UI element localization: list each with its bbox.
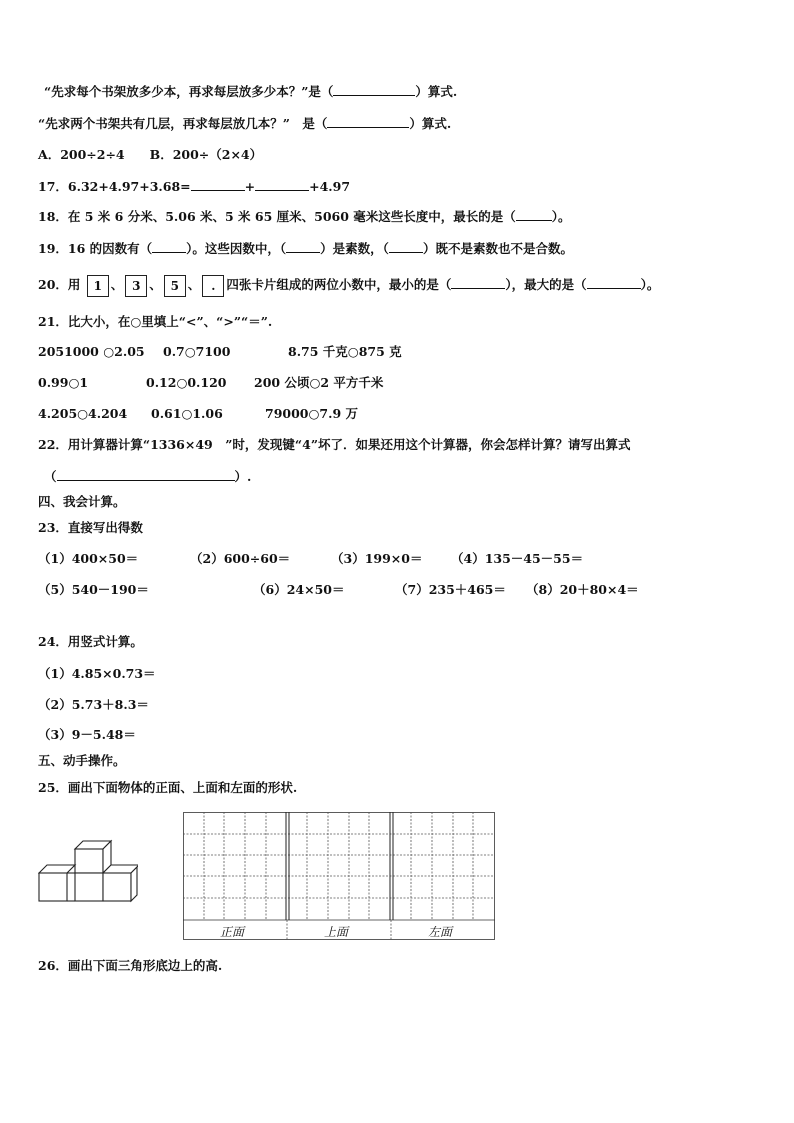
line-text: ），最大的是（ — [505, 277, 587, 292]
cube-stack-figure — [38, 832, 138, 908]
question-20 — [38, 274, 659, 297]
question-18 — [38, 208, 571, 225]
drawing-grid[interactable] — [183, 812, 495, 940]
line-text: ）. — [234, 469, 252, 484]
answer-blank[interactable] — [327, 115, 409, 128]
answer-blank[interactable] — [191, 178, 245, 191]
line-text: ）。 — [640, 277, 660, 292]
grid-caption-front: 正面 — [220, 925, 245, 939]
question-22-answer — [44, 468, 251, 485]
calc-item: （4）135－45－55＝ — [451, 551, 584, 566]
question-17 — [38, 178, 350, 195]
answer-blank[interactable] — [451, 276, 505, 289]
line-text: ）。 — [551, 209, 571, 224]
compare-item: 79000○7.9 万 — [265, 406, 358, 421]
section-5-heading: 五、动手操作。 — [38, 753, 126, 768]
answer-blank[interactable] — [57, 468, 235, 481]
vertical-calc-item: （3）9－5.48＝ — [38, 727, 136, 742]
digit-card-3: 3 — [125, 275, 147, 297]
calc-item: （2）600÷60＝ — [190, 551, 291, 566]
section-4-heading: 四、我会计算。 — [38, 494, 126, 509]
line-text: “先求两个书架共有几层，再求每层放几本？” 是（ — [38, 116, 328, 131]
options-line: A．200÷2÷4 B．200÷（2×4） — [38, 147, 263, 162]
line-text: ）是素数，（ — [320, 241, 389, 256]
line-text: 19．16 的因数有（ — [38, 241, 153, 256]
line-text: ）既不是素数也不是合数。 — [422, 241, 573, 256]
answer-blank[interactable] — [152, 240, 186, 253]
calc-item: （7）235＋465＝ — [395, 582, 506, 597]
decimal-point-card: . — [202, 275, 224, 297]
compare-item: 2051000 ○2.05 — [38, 344, 145, 359]
grid-caption-top: 上面 — [324, 925, 349, 939]
line-text: 18．在 5 米 6 分米、5.06 米、5 米 65 厘米、5060 毫米这些长度中，最长的是（ — [38, 209, 516, 224]
compare-item: 200 公顷○2 平方千米 — [254, 375, 384, 390]
line-text: ）算式. — [409, 116, 452, 131]
answer-blank[interactable] — [333, 83, 415, 96]
calc-item: （5）540－190＝ — [38, 582, 149, 597]
digit-card-5: 5 — [164, 275, 186, 297]
question-26: 26．画出下面三角形底边上的高. — [38, 958, 223, 973]
question-line-2 — [38, 115, 451, 132]
compare-item: 0.99○1 — [38, 375, 89, 390]
answer-blank[interactable] — [516, 208, 552, 221]
compare-item: 0.61○1.06 — [151, 406, 223, 421]
question-19 — [38, 240, 573, 257]
line-text: 17．6.32+4.97+3.68= — [38, 179, 191, 194]
answer-blank[interactable] — [389, 240, 423, 253]
question-22: 22．用计算器计算“1336×49 ”时，发现键“4”坏了．如果还用这个计算器，你会怎样计算？请写出算式 — [38, 437, 631, 452]
calc-item: （3）199×0＝ — [331, 551, 423, 566]
calc-item: （6）24×50＝ — [253, 582, 345, 597]
line-text: ）。这些因数中，（ — [186, 241, 287, 256]
line-text: +4.97 — [309, 179, 351, 194]
separator: 、 — [187, 277, 201, 292]
compare-item: 0.12○0.120 — [146, 375, 227, 390]
answer-blank[interactable] — [587, 276, 641, 289]
vertical-calc-item: （2）5.73＋8.3＝ — [38, 697, 149, 712]
compare-item: 0.7○7100 — [163, 344, 231, 359]
question-25: 25．画出下面物体的正面、上面和左面的形状. — [38, 780, 298, 795]
answer-blank[interactable] — [286, 240, 320, 253]
grid-caption-left: 左面 — [428, 925, 453, 939]
digit-card-1: 1 — [87, 275, 109, 297]
line-text: 四张卡片组成的两位小数中，最小的是（ — [226, 277, 452, 292]
question-line-1 — [44, 83, 457, 100]
line-text: （ — [44, 469, 57, 484]
compare-item: 4.205○4.204 — [38, 406, 128, 421]
vertical-calc-item: （1）4.85×0.73＝ — [38, 666, 156, 681]
question-21: 21．比大小，在○里填上“<”、“>”“＝”. — [38, 314, 273, 329]
calc-item: （1）400×50＝ — [38, 551, 139, 566]
question-24: 24．用竖式计算。 — [38, 634, 143, 649]
separator: 、 — [149, 277, 162, 292]
line-text: 20．用 — [38, 277, 81, 292]
question-23: 23．直接写出得数 — [38, 520, 143, 535]
line-text: ）算式. — [415, 84, 458, 99]
compare-item: 8.75 千克○875 克 — [288, 344, 402, 359]
line-text: “先求每个书架放多少本，再求每层放多少本？”是（ — [44, 84, 334, 99]
answer-blank[interactable] — [255, 178, 309, 191]
separator: 、 — [110, 277, 124, 292]
calc-item: （8）20＋80×4＝ — [526, 582, 639, 597]
line-text: + — [244, 179, 256, 194]
